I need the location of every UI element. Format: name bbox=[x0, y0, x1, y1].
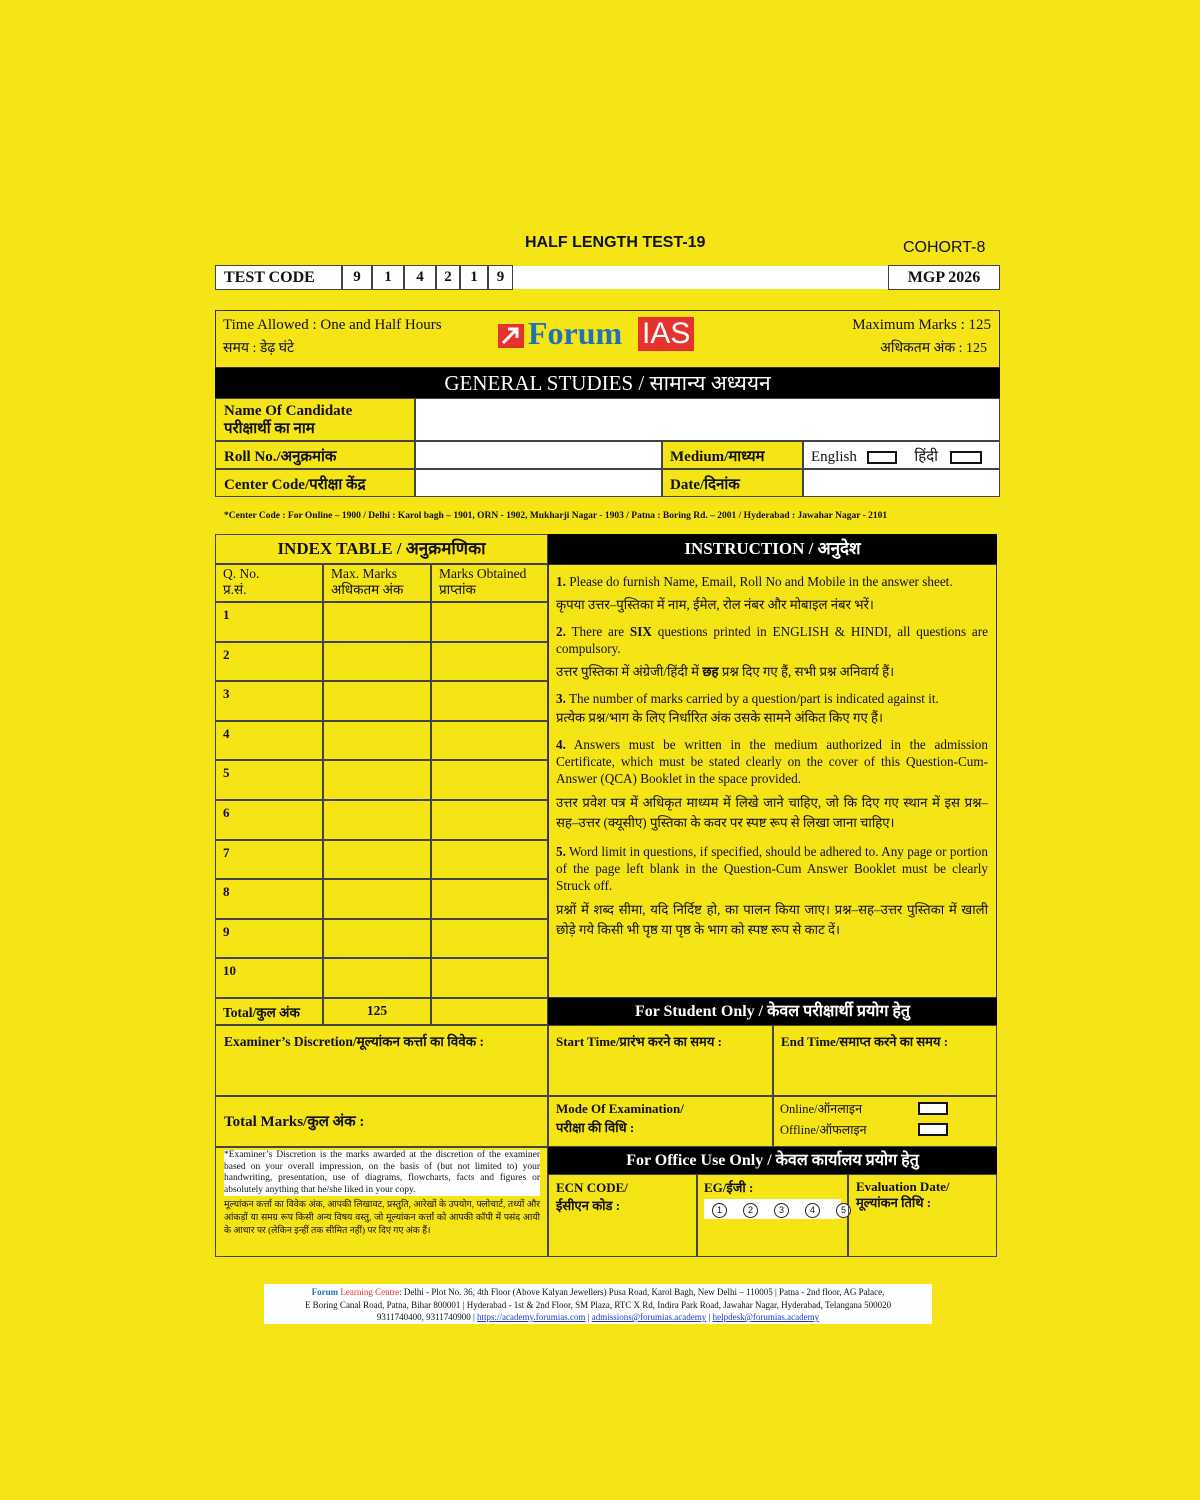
question-number: 1 bbox=[215, 602, 323, 642]
max-marks-field[interactable] bbox=[323, 840, 431, 879]
center-field[interactable] bbox=[415, 469, 662, 497]
footer bbox=[264, 1284, 932, 1324]
maximum-marks: Maximum Marks : 125 bbox=[852, 317, 991, 333]
test-code-blank bbox=[513, 266, 888, 289]
instruction-1 bbox=[556, 573, 988, 590]
max-marks-field[interactable] bbox=[323, 602, 431, 642]
footer-brand: Forum bbox=[311, 1287, 339, 1297]
instruction-3 bbox=[556, 690, 988, 707]
eg-option-5[interactable]: 5 bbox=[836, 1203, 851, 1218]
instruction-2-hindi-c: प्रश्न दिए गए हैं, सभी प्रश्न अनिवार्य हैं। bbox=[718, 664, 895, 679]
max-marks-field[interactable] bbox=[323, 879, 431, 919]
instruction-2-hindi bbox=[556, 663, 988, 680]
footer-line-3 bbox=[264, 1311, 932, 1324]
online-option bbox=[780, 1099, 990, 1120]
evaluation-date-label: Evaluation Date/ bbox=[856, 1179, 950, 1194]
marks-obtained-field[interactable] bbox=[431, 721, 548, 760]
medium-hindi-label: हिंदी bbox=[914, 449, 939, 465]
instruction-2-hindi-a: उत्तर पुस्तिका में अंग्रेजी/हिंदी में bbox=[556, 664, 703, 679]
question-number: 4 bbox=[215, 721, 323, 760]
total-label: Total/कुल अंक bbox=[215, 998, 323, 1025]
max-marks-field[interactable] bbox=[323, 681, 431, 721]
date-label: Date/दिनांक bbox=[662, 469, 803, 497]
end-time-cell[interactable] bbox=[773, 1025, 997, 1096]
test-code-digit: 2 bbox=[436, 265, 460, 290]
roll-field[interactable] bbox=[415, 441, 662, 469]
eg-option-3[interactable]: 3 bbox=[774, 1203, 789, 1218]
examiner-discretion-label: Examiner’s Discretion/मूल्यांकन कर्त्ता का विवेक : bbox=[224, 1034, 484, 1049]
total-obtained-field[interactable] bbox=[431, 998, 548, 1025]
question-number: 10 bbox=[215, 958, 323, 998]
instruction-2-number: 2. bbox=[556, 624, 566, 639]
logo-ias-text: IAS bbox=[638, 317, 694, 351]
medium-english-label: English bbox=[811, 449, 857, 465]
max-marks-field[interactable] bbox=[323, 721, 431, 760]
test-title: HALF LENGTH TEST-19 bbox=[525, 234, 706, 251]
instruction-5 bbox=[556, 843, 988, 894]
medium-english-checkbox[interactable] bbox=[867, 451, 897, 464]
name-label-cell bbox=[215, 398, 415, 441]
online-label: Online/ऑनलाइन bbox=[780, 1102, 863, 1116]
subject-banner: GENERAL STUDIES / सामान्य अध्ययन bbox=[215, 368, 1000, 398]
question-number: 9 bbox=[215, 919, 323, 958]
instruction-2-six: SIX bbox=[629, 624, 652, 639]
medium-label: Medium/माध्यम bbox=[662, 441, 803, 469]
col-qno bbox=[215, 564, 323, 602]
test-code-digit: 1 bbox=[460, 265, 488, 290]
instruction-2 bbox=[556, 623, 988, 657]
name-label: Name Of Candidate bbox=[224, 403, 353, 419]
instruction-5-hindi: प्रश्नों में शब्द सीमा, यदि निर्दिष्ट हो, का पालन किया जाए। प्रश्न–सह–उत्तर पुस्तिका में खाली छोड़े गये किसी भी पृष्ठ या पृष्ठ के भाग को स्पष्ट रूप से काट दें। bbox=[556, 902, 988, 937]
logo-forum-text: Forum bbox=[528, 315, 623, 351]
footer-separator: | bbox=[706, 1312, 713, 1322]
program-code: MGP 2026 bbox=[888, 265, 1000, 290]
instruction-4-text: Answers must be written in the medium authorized in the admission Certificate, which must be stated clearly on the cover of this Question-Cum-Answer (QCA) Booklet in the space provided. bbox=[556, 737, 988, 786]
max-marks-field[interactable] bbox=[323, 800, 431, 840]
marks-obtained-field[interactable] bbox=[431, 760, 548, 800]
max-marks-field[interactable] bbox=[323, 760, 431, 800]
col-qno-label: Q. No. bbox=[223, 566, 260, 581]
instruction-1-text: Please do furnish Name, Email, Roll No and Mobile in the answer sheet. bbox=[569, 574, 953, 589]
max-marks-field[interactable] bbox=[323, 958, 431, 998]
instruction-4-number: 4. bbox=[556, 737, 566, 752]
instruction-2-text-a: There are bbox=[571, 624, 630, 639]
examiner-discretion-cell[interactable] bbox=[215, 1025, 548, 1096]
medium-hindi-checkbox[interactable] bbox=[950, 451, 982, 464]
end-time-label: End Time/समाप्त करने का समय : bbox=[781, 1034, 949, 1049]
max-marks-field[interactable] bbox=[323, 919, 431, 958]
eg-label: EG/ईजी : bbox=[704, 1180, 754, 1195]
ecn-code-label: ECN CODE/ bbox=[556, 1180, 628, 1195]
instruction-3-hindi: प्रत्येक प्रश्न/भाग के लिए निर्धारित अंक उसके सामने अंकित किए गए हैं। bbox=[556, 710, 884, 725]
mode-options bbox=[773, 1096, 997, 1147]
question-number: 8 bbox=[215, 879, 323, 919]
footer-line-1 bbox=[264, 1286, 932, 1299]
name-field[interactable] bbox=[415, 398, 1000, 441]
instruction-2-hindi-six: छह bbox=[702, 664, 719, 679]
eg-cell bbox=[697, 1174, 848, 1257]
total-max-marks: 125 bbox=[323, 998, 431, 1025]
index-table-title: INDEX TABLE / अनुक्रमणिका bbox=[215, 534, 548, 564]
roll-label: Roll No./अनुक्रमांक bbox=[215, 441, 415, 469]
instruction-title: INSTRUCTION / अनुदेश bbox=[548, 534, 997, 564]
question-number: 6 bbox=[215, 800, 323, 840]
instruction-3-text: The number of marks carried by a question/part is indicated against it. bbox=[568, 691, 939, 706]
instruction-1-number: 1. bbox=[556, 574, 566, 589]
eg-option-1[interactable]: 1 bbox=[712, 1203, 727, 1218]
instruction-3-number: 3. bbox=[556, 691, 566, 706]
office-only-title: For Office Use Only / केवल कार्यालय प्रयोग हेतु bbox=[548, 1147, 997, 1174]
instruction-5-number: 5. bbox=[556, 844, 566, 859]
center-label: Center Code/परीक्षा केंद्र bbox=[215, 469, 415, 497]
eg-options bbox=[704, 1199, 846, 1219]
date-field[interactable] bbox=[803, 469, 1000, 497]
col-marks-obtained bbox=[431, 564, 548, 602]
question-number: 3 bbox=[215, 681, 323, 721]
instruction-1-hindi: कृपया उत्तर–पुस्तिका में नाम, ईमेल, रोल नंबर और मोबाइल नंबर भरें। bbox=[556, 597, 874, 612]
instruction-2-text-c: questions printed in ENGLISH & HINDI, all questions are compulsory. bbox=[556, 624, 988, 656]
footer-website-link[interactable]: https://academy.forumias.com bbox=[477, 1312, 586, 1322]
footer-address-2: E Boring Canal Road, Patna, Bihar 800001 | Hyderabad - 1st & 2nd Floor, SM Plaza, RTC X Rd, Indira Park Road, Jawahar Nagar, Hyderabad, Telangana 500020 bbox=[304, 1299, 892, 1310]
test-code-digit: 1 bbox=[372, 265, 404, 290]
examiner-note-hindi: मूल्यांकन कर्त्ता का विवेक अंक, आपकी लिखावट, प्रस्तुति, आरेखों के उपयोग, फ्लोचार्ट, तथ्यों और आंकड़ों या समग्र रूप किसी अन्य विषय वस्तु, जो मूल्यांकन कर्त्ता को आपकी कॉपी में पसंद आयी के आधार पर (लेकिन इन्हीं तक सीमित नहीं) पर दिए गए अंक हैं। bbox=[224, 1199, 540, 1235]
maximum-marks-hindi: अधिकतम अंक : 125 bbox=[880, 341, 987, 356]
col-max-marks bbox=[323, 564, 431, 602]
evaluation-date-cell[interactable] bbox=[848, 1174, 997, 1257]
examiner-note bbox=[215, 1147, 548, 1257]
marks-obtained-field[interactable] bbox=[431, 879, 548, 919]
online-checkbox[interactable] bbox=[918, 1102, 948, 1115]
marks-obtained-field[interactable] bbox=[431, 919, 548, 958]
footer-phones: 9311740400, 9311740900 | bbox=[376, 1312, 478, 1322]
footer-helpdesk-link[interactable]: helpdesk@forumias.academy bbox=[712, 1312, 820, 1322]
footer-separator: | bbox=[585, 1312, 592, 1322]
instruction-4 bbox=[556, 736, 988, 787]
offline-option bbox=[780, 1120, 990, 1141]
start-time-label: Start Time/प्रारंभ करने का समय : bbox=[556, 1034, 722, 1049]
center-code-note: *Center Code : For Online – 1900 / Delhi : Karol bagh – 1901, ORN - 1902, Mukharji Nagar - 1903 / Patna : Boring Rd. – 2001 / Hyderabad : Jawahar Nagar - 2101 bbox=[224, 511, 888, 521]
total-marks-cell[interactable] bbox=[215, 1096, 548, 1147]
logo-arrow-icon bbox=[498, 324, 524, 348]
col-marks-obtained-label: Marks Obtained bbox=[439, 566, 527, 581]
footer-admissions-link[interactable]: admissions@forumias.academy bbox=[591, 1312, 707, 1322]
test-code-label: TEST CODE bbox=[215, 265, 342, 290]
marks-obtained-field[interactable] bbox=[431, 958, 548, 998]
col-qno-label-hindi: प्र.सं. bbox=[223, 582, 247, 597]
cohort-label: COHORT-8 bbox=[903, 239, 986, 256]
col-max-marks-label: Max. Marks bbox=[331, 566, 397, 581]
instruction-5-text: Word limit in questions, if specified, should be adhered to. Any page or portion of the page left blank in the Question-Cum Answer Booklet must be clearly Struck off. bbox=[556, 844, 988, 893]
question-number: 5 bbox=[215, 760, 323, 800]
instruction-panel bbox=[548, 564, 997, 998]
marks-obtained-field[interactable] bbox=[431, 642, 548, 681]
total-marks-label: Total Marks/कुल अंक : bbox=[224, 1114, 365, 1130]
col-max-marks-label-hindi: अधिकतम अंक bbox=[331, 582, 404, 597]
test-code-digit: 4 bbox=[404, 265, 436, 290]
mode-label: Mode Of Examination/ bbox=[556, 1101, 684, 1116]
medium-options bbox=[803, 441, 1000, 469]
student-only-title: For Student Only / केवल परीक्षार्थी प्रयोग हेतु bbox=[548, 998, 997, 1025]
question-number: 2 bbox=[215, 642, 323, 681]
eg-option-4[interactable]: 4 bbox=[805, 1203, 820, 1218]
ecn-code-cell[interactable] bbox=[548, 1174, 697, 1257]
offline-label: Offline/ऑफलाइन bbox=[780, 1123, 867, 1137]
mode-label-hindi: परीक्षा की विधि : bbox=[556, 1120, 635, 1135]
question-number: 7 bbox=[215, 840, 323, 879]
examiner-note-english: *Examiner’s Discretion is the marks awarded at the discretion of the examiner based on your overall impression, on the basis of (but not limited to) your handwriting, presentation, use of diagrams, flowcharts, facts and figures or absolutely anything that he/she liked in your copy. bbox=[224, 1150, 540, 1195]
marks-obtained-field[interactable] bbox=[431, 681, 548, 721]
footer-centre: Learning Centre bbox=[338, 1287, 400, 1297]
offline-checkbox[interactable] bbox=[918, 1123, 948, 1136]
col-marks-obtained-label-hindi: प्राप्तांक bbox=[439, 582, 476, 597]
instruction-4-hindi: उत्तर प्रवेश पत्र में अधिकृत माध्यम में लिखे जाने चाहिए, जो कि दिए गए स्थान में इस प्रश्न–सह–उत्तर (क्यूसीए) पुस्तिका के कवर पर स्पष्ट रूप से लिखा जाना चाहिए। bbox=[556, 795, 988, 830]
mode-cell bbox=[548, 1096, 773, 1147]
evaluation-date-label-hindi: मूल्यांकन तिथि : bbox=[856, 1195, 932, 1210]
max-marks-field[interactable] bbox=[323, 642, 431, 681]
test-code-digit: 9 bbox=[342, 265, 372, 290]
name-label-hindi: परीक्षार्थी का नाम bbox=[224, 421, 315, 437]
ecn-code-label-hindi: ईसीएन कोड : bbox=[556, 1198, 621, 1213]
marks-obtained-field[interactable] bbox=[431, 602, 548, 642]
time-allowed-hindi: समय : डेढ़ घंटे bbox=[223, 341, 295, 356]
info-box bbox=[215, 310, 1000, 368]
marks-obtained-field[interactable] bbox=[431, 800, 548, 840]
test-code-digit: 9 bbox=[488, 265, 513, 290]
time-allowed: Time Allowed : One and Half Hours bbox=[223, 317, 442, 333]
start-time-cell[interactable] bbox=[548, 1025, 773, 1096]
footer-address-1: : Delhi - Plot No. 36, 4th Floor (Above Kalyan Jewellers) Pusa Road, Karol Bagh, New Delhi – 110005 | Patna - 2nd floor, AG Palace, bbox=[399, 1287, 885, 1297]
marks-obtained-field[interactable] bbox=[431, 840, 548, 879]
eg-option-2[interactable]: 2 bbox=[743, 1203, 758, 1218]
